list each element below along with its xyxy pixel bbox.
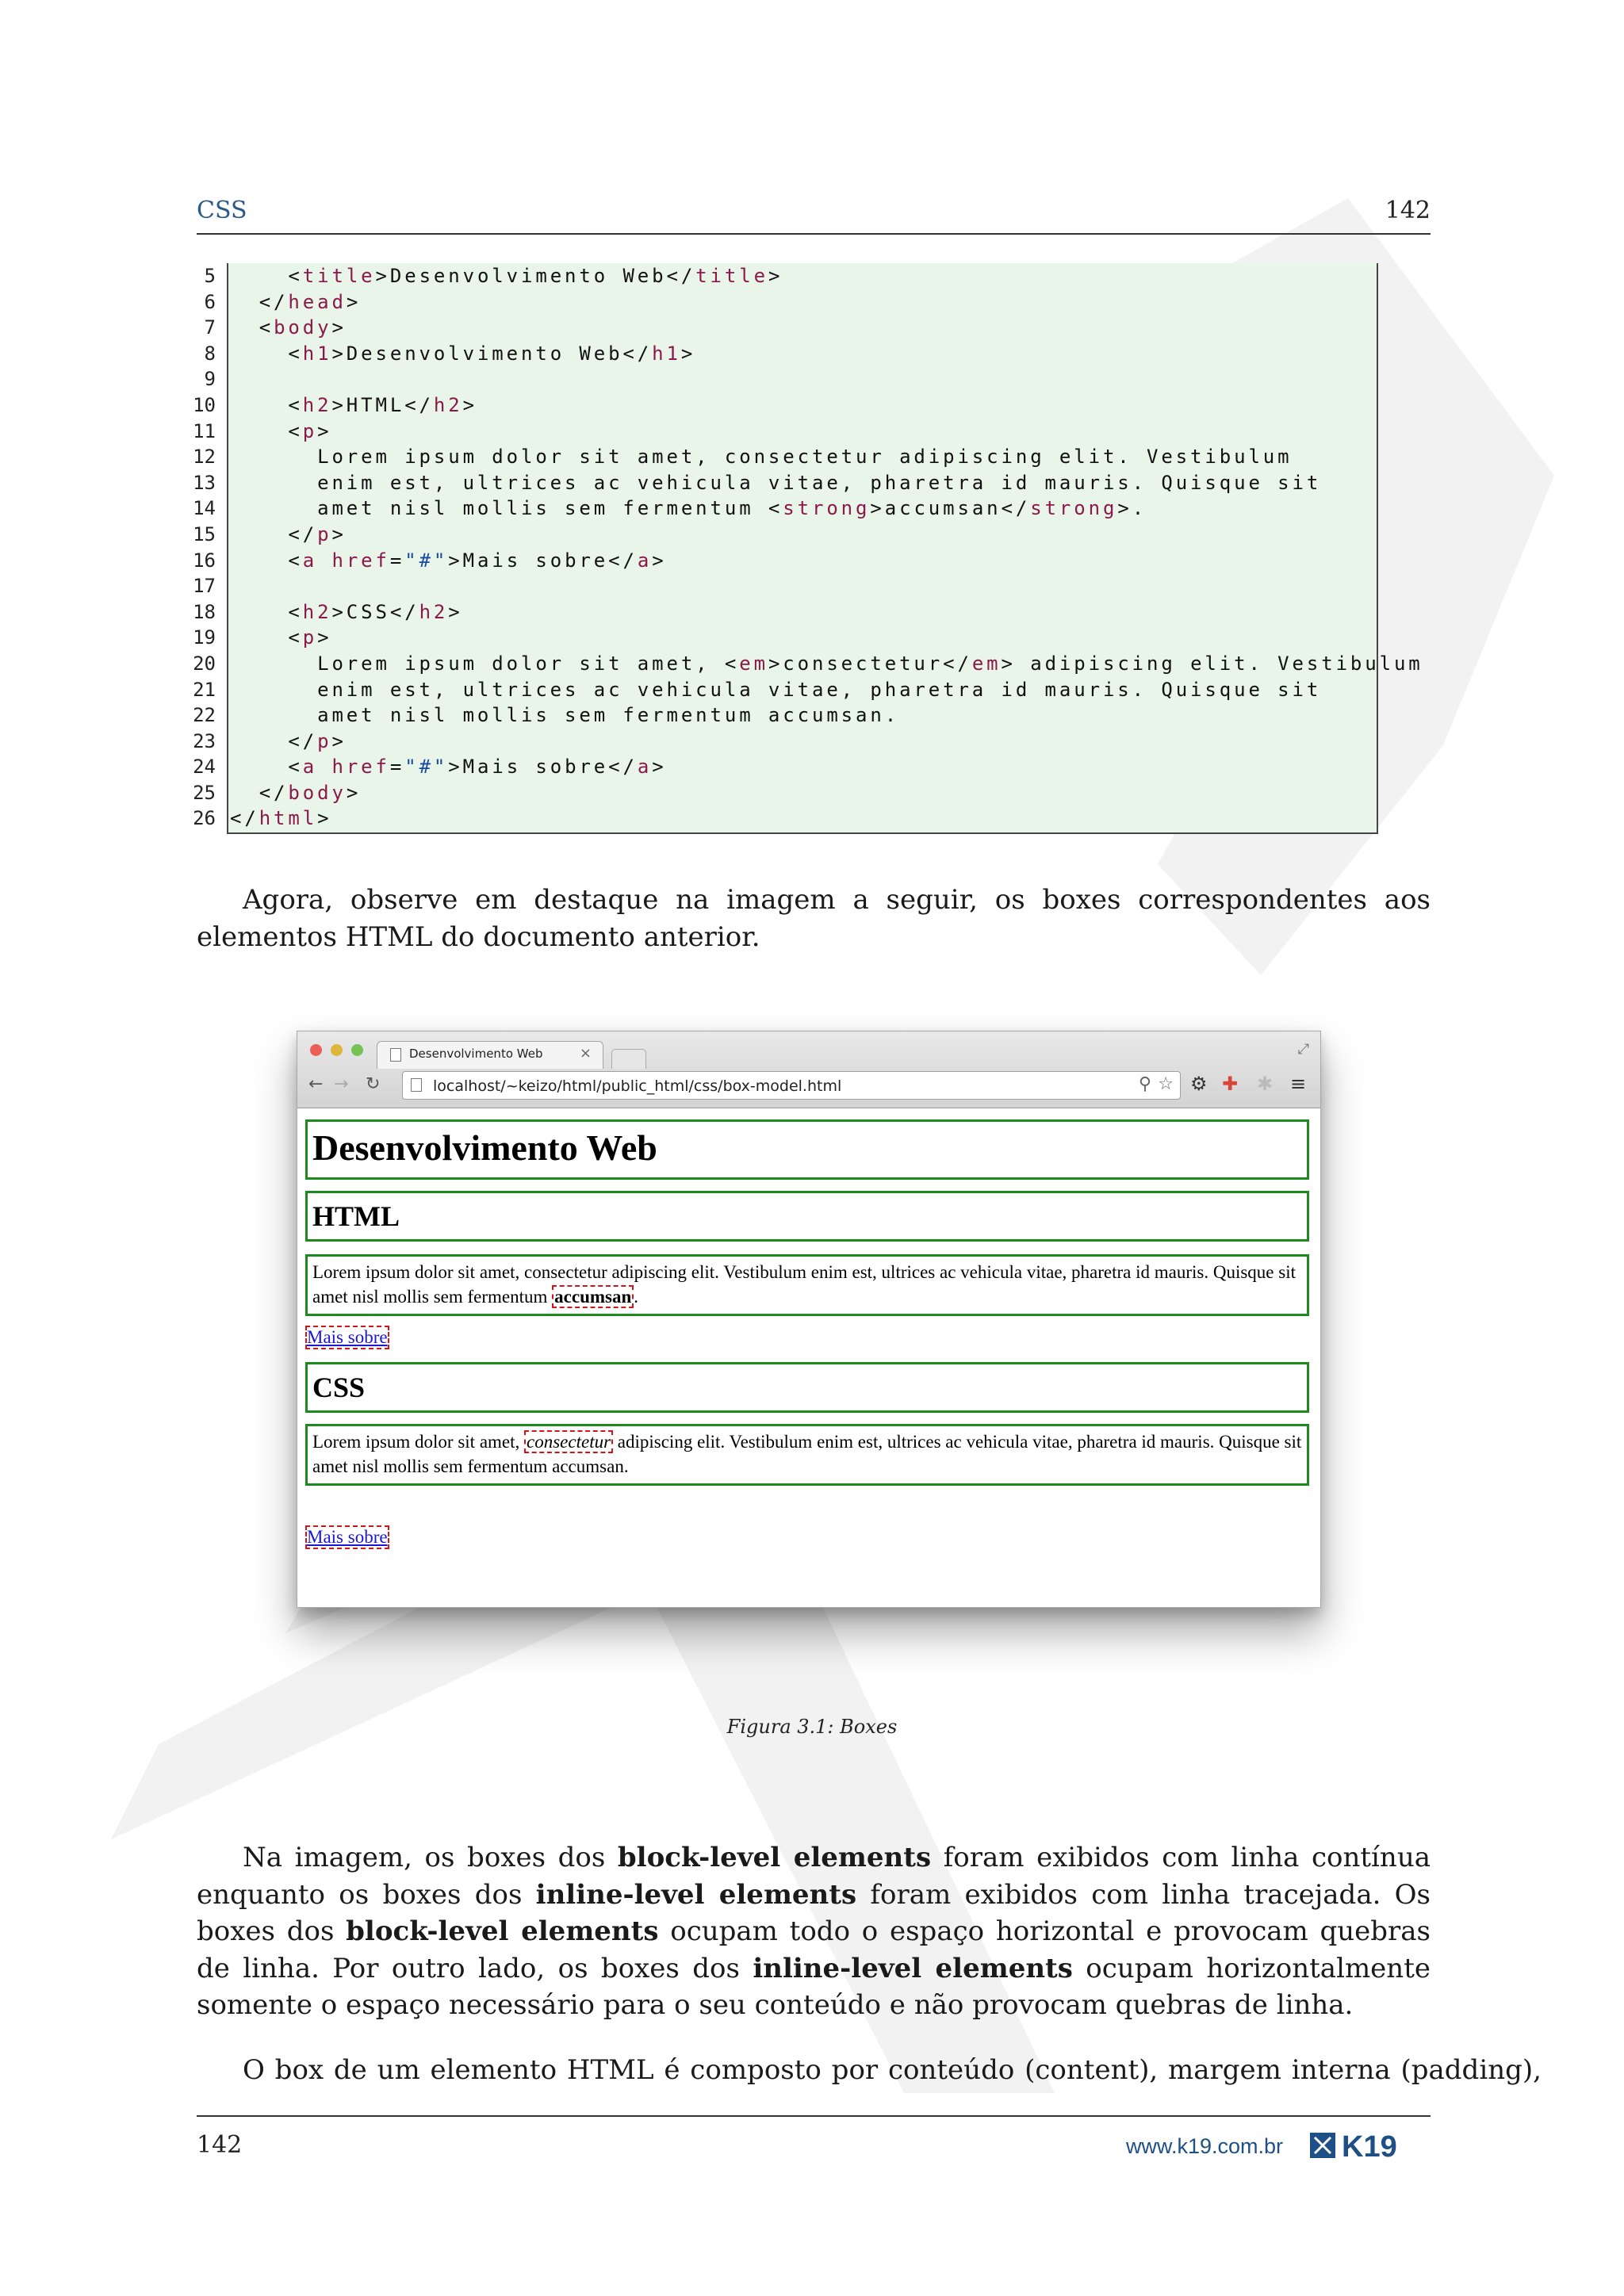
line-number: 14 <box>193 497 216 520</box>
code-line <box>230 392 1423 419</box>
code-line <box>230 289 1423 316</box>
line-number: 23 <box>193 729 216 752</box>
body-paragraph <box>197 1839 1431 2024</box>
code-token: a <box>302 549 318 572</box>
close-window-icon[interactable] <box>310 1044 322 1056</box>
code-line <box>230 651 1423 677</box>
code-line <box>230 677 1423 703</box>
code-token: a <box>302 756 318 779</box>
p1-text: Lorem ipsum dolor sit amet, consectetur adipiscing elit. Vestibulum enim est, ultrices ac vehicula vitae, pharetra id mauris. Quisque sit amet nisl mollis sem fermentum <box>312 1262 1296 1307</box>
code-token: >consectetur</ <box>768 652 972 675</box>
page-header <box>197 195 1431 235</box>
bold-term: inline-level elements <box>535 1878 857 1911</box>
fullscreen-icon[interactable]: ⤢ <box>1297 1041 1309 1058</box>
code-token: </ <box>230 522 318 545</box>
code-line <box>230 806 1423 832</box>
code-token: p <box>302 626 318 649</box>
code-token: enim est, ultrices ac vehicula vitae, pharetra id mauris. Quisque sit <box>230 678 1322 701</box>
code-token: > <box>317 807 332 830</box>
code-line <box>230 780 1423 806</box>
footer-site-link[interactable]: www.k19.com.br <box>1125 2134 1283 2158</box>
line-number: 21 <box>193 678 216 701</box>
code-token: < <box>230 393 303 416</box>
p2-end: adipiscing elit. Vestibulum enim est, ultrices ac vehicula vitae, pharetra id mauris. Quisque sit amet nisl mollis sem fermentum accumsan. <box>312 1432 1302 1476</box>
intro-paragraph: Agora, observe em destaque na imagem a seguir, os boxes correspondentes aos elementos HTML do documento anterior. <box>197 884 1431 953</box>
line-number: 11 <box>193 419 216 442</box>
k19-logo <box>1308 2130 1431 2161</box>
mais-sobre-link-1[interactable]: Mais sobre <box>305 1326 389 1349</box>
code-token: </ <box>230 807 259 830</box>
h2-box-html: HTML <box>305 1191 1309 1242</box>
line-number: 25 <box>193 781 216 804</box>
code-line <box>230 754 1423 780</box>
footer-page-number: 142 <box>197 2131 243 2159</box>
h1-box: Desenvolvimento Web <box>305 1119 1309 1180</box>
back-icon[interactable]: ← <box>308 1074 324 1094</box>
strong-box: accumsan <box>552 1285 634 1308</box>
line-number: 18 <box>193 600 216 623</box>
mais-sobre-link-2[interactable]: Mais sobre <box>305 1525 389 1549</box>
code-token: > <box>317 419 332 442</box>
code-token: = <box>389 549 405 572</box>
code-line <box>230 315 1423 341</box>
code-token: > <box>331 729 347 752</box>
code-token: p <box>317 522 332 545</box>
code-token: < <box>230 316 274 339</box>
p-box-2 <box>305 1424 1309 1486</box>
p-box-1 <box>305 1254 1309 1316</box>
code-token: href <box>331 549 390 572</box>
em-box: consectetur <box>524 1430 613 1453</box>
code-token: em <box>739 652 768 675</box>
line-number: 20 <box>193 652 216 675</box>
code-line <box>230 729 1423 755</box>
line-number: 7 <box>204 316 216 339</box>
code-token: Lorem ipsum dolor sit amet, < <box>230 652 740 675</box>
code-token: >. <box>1117 497 1147 520</box>
code-token: h2 <box>419 600 449 623</box>
line-number: 16 <box>193 549 216 572</box>
code-token: > <box>768 265 783 287</box>
text-run: ocupam horizontalmente somente o espaço necessário para o seu conteúdo e não provocam quebras de linha. <box>197 1952 1431 2021</box>
code-token: strong <box>1030 497 1118 520</box>
menu-icon[interactable]: ≡ <box>1290 1073 1307 1095</box>
text-run: foram exibidos com linha contínua enquanto os boxes dos <box>197 1842 1431 1911</box>
code-token: > adipiscing elit. Vestibulum <box>1001 652 1423 675</box>
code-token: > <box>680 342 696 365</box>
browser-screenshot <box>297 1031 1321 1608</box>
text-run: ocupam todo o espaço horizontal e provocam quebras de linha. Por outro lado, os boxes dos <box>197 1915 1431 1984</box>
h2-box-css: CSS <box>305 1362 1309 1413</box>
settings-gear-icon[interactable]: ⚙ <box>1190 1073 1208 1095</box>
code-token: > <box>652 756 667 779</box>
code-token: title <box>695 265 768 287</box>
code-token: < <box>230 626 303 649</box>
code-token: h2 <box>302 393 332 416</box>
code-token: > <box>462 393 477 416</box>
code-token: amet nisl mollis sem fermentum accumsan. <box>230 704 900 727</box>
zoom-window-icon[interactable] <box>351 1044 363 1056</box>
text-run: Na imagem, os boxes dos <box>243 1842 618 1873</box>
line-number: 5 <box>204 265 216 287</box>
close-tab-icon[interactable]: × <box>579 1045 592 1062</box>
code-token: >Mais sobre</ <box>448 549 638 572</box>
code-token: < <box>230 756 303 779</box>
code-token: em <box>971 652 1002 675</box>
code-line <box>230 470 1423 496</box>
bold-term: block-level elements <box>346 1915 659 1947</box>
line-number: 12 <box>193 446 216 469</box>
code-token: h2 <box>433 393 463 416</box>
code-token <box>317 549 331 572</box>
address-bar[interactable] <box>402 1071 1181 1100</box>
last-paragraph: O box de um elemento HTML é composto por conteúdo (content), margem interna (padding), <box>243 2054 1542 2086</box>
code-token: title <box>302 265 376 287</box>
color-extension-icon[interactable]: ✚ <box>1222 1073 1239 1095</box>
line-number: 10 <box>193 393 216 416</box>
code-token: Lorem ipsum dolor sit amet, consectetur adipiscing elit. Vestibulum <box>230 446 1293 469</box>
code-token: < <box>230 600 303 623</box>
reload-icon[interactable]: ↻ <box>366 1074 381 1094</box>
code-line <box>230 263 1423 289</box>
line-number: 19 <box>193 626 216 649</box>
bookmark-star-icon[interactable]: ☆ <box>1158 1074 1174 1094</box>
page-icon <box>411 1078 422 1092</box>
code-line <box>230 625 1423 651</box>
code-token: < <box>230 419 303 442</box>
code-token: p <box>317 729 332 752</box>
code-token: body <box>288 781 347 804</box>
line-number: 24 <box>193 756 216 779</box>
code-token: < <box>230 342 303 365</box>
code-line <box>230 341 1423 367</box>
code-token: </ <box>230 729 318 752</box>
line-number: 17 <box>193 575 216 598</box>
code-token: html <box>259 807 318 830</box>
code-token: > <box>346 290 362 313</box>
code-token: href <box>331 756 390 779</box>
code-token: >accumsan</ <box>870 497 1031 520</box>
code-token: h2 <box>302 600 332 623</box>
header-page-number: 142 <box>1385 197 1431 224</box>
code-token: a <box>637 549 653 572</box>
code-token: >Desenvolvimento Web</ <box>375 265 696 287</box>
code-token: p <box>302 419 318 442</box>
line-number: 26 <box>193 807 216 830</box>
code-token: head <box>288 290 347 313</box>
p2-text: Lorem ipsum dolor sit amet, <box>312 1432 525 1452</box>
code-token: > <box>652 549 667 572</box>
bold-term: block-level elements <box>617 1842 932 1873</box>
code-token: >CSS</ <box>331 600 419 623</box>
code-lines <box>230 263 1423 832</box>
browser-viewport <box>297 1108 1320 1607</box>
code-line <box>230 496 1423 522</box>
minimize-window-icon[interactable] <box>331 1044 343 1056</box>
page-footer <box>197 2115 1431 2164</box>
code-line <box>230 573 1423 599</box>
page-icon <box>390 1048 401 1062</box>
text-run: foram exibidos com linha tracejada. Os boxes dos <box>197 1878 1431 1947</box>
code-token <box>317 756 331 778</box>
code-line <box>230 444 1423 470</box>
code-token: </ <box>230 781 289 804</box>
code-token: > <box>448 600 463 623</box>
code-token: "#" <box>404 756 449 779</box>
code-token: </ <box>230 290 289 313</box>
forward-icon[interactable]: → <box>334 1074 349 1094</box>
code-token <box>230 265 288 287</box>
zoom-icon[interactable]: ⚲ <box>1138 1074 1151 1094</box>
line-number: 13 <box>193 471 216 494</box>
code-token: = <box>389 756 405 779</box>
code-token: strong <box>783 497 871 520</box>
puzzle-extension-icon[interactable]: ✱ <box>1257 1073 1274 1095</box>
code-token: a <box>637 756 653 779</box>
p1-end: . <box>634 1287 639 1307</box>
new-tab-button[interactable] <box>611 1049 646 1069</box>
code-token: < <box>288 265 303 287</box>
line-number: 8 <box>204 342 216 365</box>
url-text: localhost/~keizo/html/public_html/css/box-model.html <box>433 1077 842 1095</box>
code-token: > <box>317 626 332 649</box>
line-number: 22 <box>193 704 216 727</box>
code-token: body <box>274 316 332 339</box>
code-token: >HTML</ <box>331 393 434 416</box>
code-line <box>230 366 1423 392</box>
code-line <box>230 599 1423 626</box>
line-number: 9 <box>204 368 216 391</box>
code-token: > <box>346 781 362 804</box>
code-line <box>230 419 1423 445</box>
tab-title: Desenvolvimento Web <box>409 1047 543 1061</box>
line-number: 6 <box>204 290 216 313</box>
svg-text:K19: K19 <box>1342 2130 1397 2161</box>
code-token: >Desenvolvimento Web</ <box>331 342 653 365</box>
code-token: > <box>331 522 347 545</box>
line-number: 15 <box>193 522 216 545</box>
code-token: < <box>230 549 303 572</box>
code-token: "#" <box>404 549 449 572</box>
code-line <box>230 522 1423 548</box>
code-line <box>230 548 1423 574</box>
figure-caption: Figura 3.1: Boxes <box>726 1716 898 1738</box>
code-token: h1 <box>302 342 332 365</box>
section-title: CSS <box>197 197 247 224</box>
browser-tab[interactable] <box>377 1041 603 1069</box>
code-token: enim est, ultrices ac vehicula vitae, pharetra id mauris. Quisque sit <box>230 471 1322 494</box>
code-line <box>230 702 1423 729</box>
code-token: amet nisl mollis sem fermentum < <box>230 497 783 520</box>
browser-chrome <box>297 1031 1320 1108</box>
bold-term: inline-level elements <box>753 1952 1073 1984</box>
line-numbers <box>174 263 216 832</box>
code-token: >Mais sobre</ <box>448 756 638 779</box>
code-token: h1 <box>652 342 681 365</box>
code-token: > <box>331 316 347 339</box>
